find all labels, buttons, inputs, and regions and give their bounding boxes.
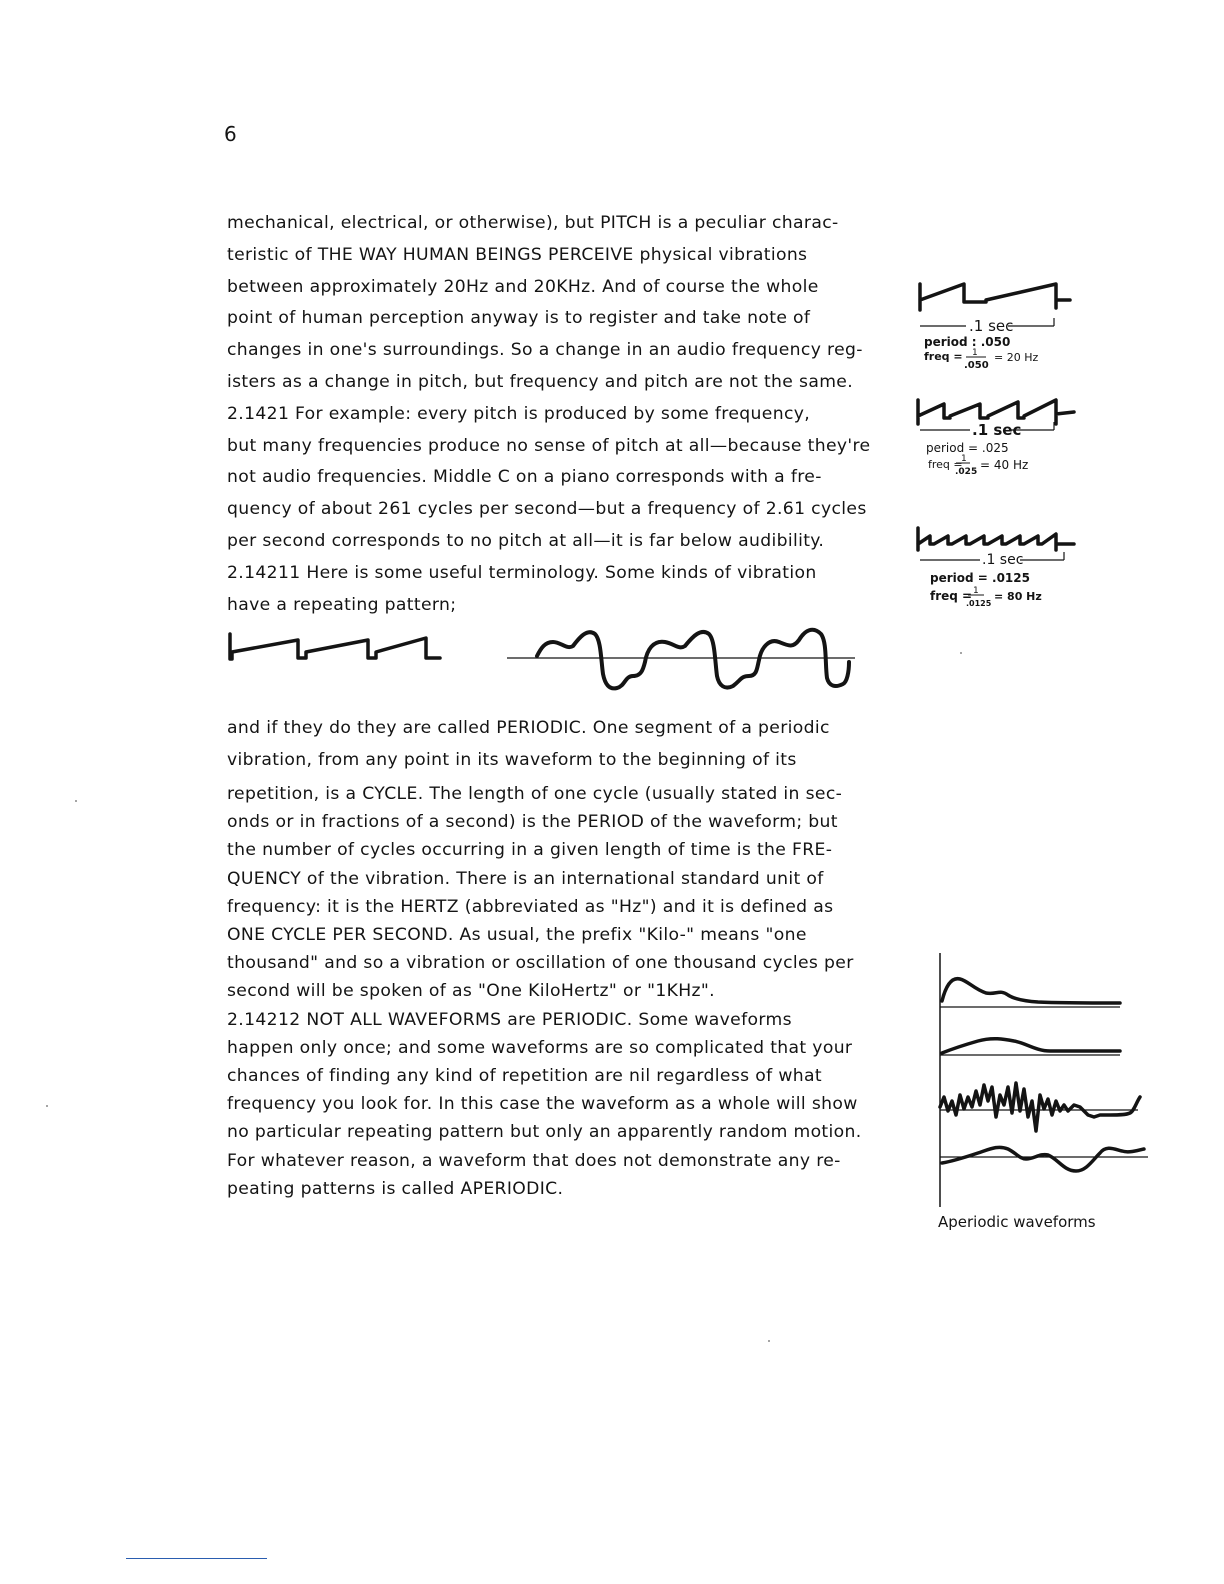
freq-numerator: 1: [961, 454, 967, 464]
text-line: and if they do they are called PERIODIC. One segment of a periodic: [227, 718, 830, 738]
text-line: repetition, is a CYCLE. The length of one cycle (usually stated in sec-: [227, 784, 843, 804]
sawtooth-20hz-figure: [914, 278, 1084, 378]
period-label: period : .050: [924, 335, 1011, 349]
text-line: 2.14212 NOT ALL WAVEFORMS are PERIODIC. Some waveforms: [227, 1009, 792, 1030]
text-line: but many frequencies produce no sense of pitch at all—because they're: [227, 435, 871, 456]
text-line: not audio frequencies. Middle C on a piano corresponds with a fre-: [227, 467, 822, 488]
duration-label: .1 sec: [969, 317, 1014, 335]
text-line: 2.1421 For example: every pitch is produced by some frequency,: [227, 403, 811, 424]
page-number: 6: [224, 122, 237, 146]
scan-speck: [768, 1340, 770, 1342]
text-line: between approximately 20Hz and 20KHz. And of course the whole: [227, 276, 819, 297]
text-line: ONE CYCLE PER SECOND. As usual, the prefix "Kilo-" means "one: [227, 925, 807, 946]
sawtooth-80hz-figure: [914, 520, 1084, 610]
freq-prefix: freq =: [930, 589, 973, 603]
text-line: thousand" and so a vibration or oscillation of one thousand cycles per: [227, 953, 854, 974]
freq-denominator: .0125: [966, 599, 992, 608]
period-label: period = .0125: [930, 571, 1030, 585]
text-line: frequency you look for. In this case the waveform as a whole will show: [227, 1094, 858, 1115]
freq-denominator: .050: [964, 360, 989, 371]
text-line: vibration, from any point in its waveform to the beginning of its: [227, 750, 797, 770]
text-line: mechanical, electrical, or otherwise), but PITCH is a peculiar charac-: [227, 213, 839, 233]
periodic-sawtooth-figure: [226, 630, 446, 670]
duration-label: .1 sec: [972, 421, 1022, 439]
freq-result: = 80 Hz: [994, 590, 1042, 603]
freq-result: = 20 Hz: [994, 351, 1039, 364]
sawtooth-40hz-figure: [914, 394, 1084, 484]
periodic-complex-wave-figure: [505, 620, 865, 700]
text-line: no particular repeating pattern but only an apparently random motion.: [227, 1122, 862, 1143]
text-line: onds or in fractions of a second) is the PERIOD of the waveform; but: [227, 812, 838, 833]
text-line: second will be spoken of as "One KiloHertz" or "1KHz".: [227, 981, 715, 1002]
period-label: period = .025: [926, 441, 1009, 455]
scan-speck: [46, 1105, 48, 1107]
scan-speck: [960, 652, 962, 654]
text-line: happen only once; and some waveforms are so complicated that your: [227, 1037, 853, 1058]
body-paragraph-cycle-frequency: [227, 780, 907, 1203]
text-line: changes in one's surroundings. So a change in an audio frequency reg-: [227, 340, 863, 361]
text-line: peating patterns is called APERIODIC.: [227, 1178, 564, 1199]
aperiodic-waveforms-figure: [930, 945, 1160, 1245]
text-line: per second corresponds to no pitch at all—it is far below audibility.: [227, 530, 825, 551]
body-paragraph-pitch: [227, 208, 907, 621]
freq-denominator: .025: [955, 467, 978, 477]
text-line: quency of about 261 cycles per second—but a frequency of 2.61 cycles: [227, 499, 867, 520]
text-line: point of human perception anyway is to register and take note of: [227, 308, 811, 329]
text-line: isters as a change in pitch, but frequency and pitch are not the same.: [227, 371, 854, 392]
freq-prefix: freq =: [928, 458, 963, 471]
text-line: QUENCY of the vibration. There is an international standard unit of: [227, 868, 824, 889]
text-line: the number of cycles occurring in a given length of time is the FRE-: [227, 840, 833, 861]
freq-result: = 40 Hz: [980, 458, 1029, 472]
freq-prefix: freq =: [924, 350, 963, 363]
text-line: 2.14211 Here is some useful terminology. Some kinds of vibration: [227, 562, 817, 583]
text-line: have a repeating pattern;: [227, 594, 457, 615]
text-line: For whatever reason, a waveform that does not demonstrate any re-: [227, 1150, 841, 1171]
scan-speck: [75, 800, 77, 802]
freq-numerator: 1: [973, 586, 979, 596]
aperiodic-caption: Aperiodic waveforms: [938, 1213, 1096, 1231]
text-line: teristic of THE WAY HUMAN BEINGS PERCEIVE physical vibrations: [227, 244, 808, 265]
body-paragraph-periodic: [227, 712, 907, 776]
text-line: frequency: it is the HERTZ (abbreviated as "Hz") and it is defined as: [227, 896, 834, 917]
footnote-rule: [126, 1558, 267, 1559]
duration-label: .1 sec: [982, 552, 1024, 568]
freq-numerator: 1: [972, 348, 978, 358]
text-line: chances of finding any kind of repetition are nil regardless of what: [227, 1066, 822, 1087]
